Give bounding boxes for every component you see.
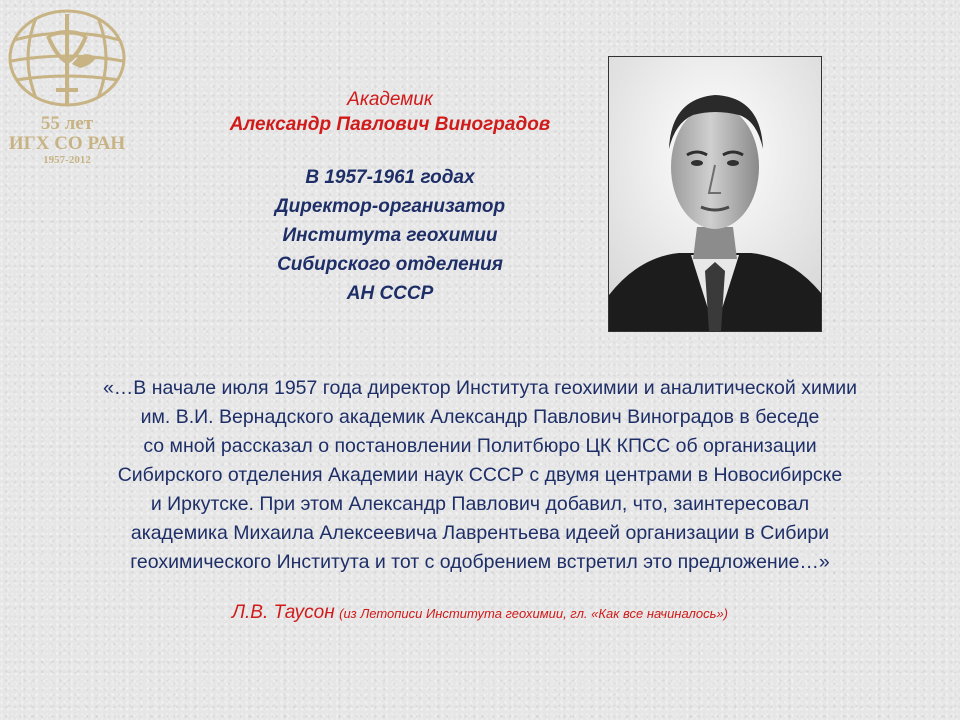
- quote-attribution: [10, 602, 950, 624]
- quote-line: со мной рассказал о постановлении Политбюро ЦК КПСС об организации: [143, 435, 817, 457]
- attribution-author: Л.В. Таусон: [231, 602, 335, 623]
- role-line: Института геохимии: [282, 225, 498, 246]
- portrait-photo: [608, 56, 822, 332]
- role-line: АН СССР: [346, 283, 434, 304]
- quote-line: и Иркутске. При этом Александр Павлович добавил, что, заинтересовал: [150, 493, 810, 515]
- role-line: Сибирского отделения: [277, 254, 503, 275]
- quote-line: им. В.И. Вернадского академик Александр Павлович Виноградов в беседе: [140, 406, 820, 428]
- logo-year-range: 1957-2012: [43, 154, 91, 166]
- quote-text: [10, 374, 950, 577]
- logo-anniversary: 55 лет: [40, 113, 94, 134]
- role-line: Директор-организатор: [274, 196, 506, 217]
- academician-header: [160, 88, 620, 308]
- institute-logo: [4, 6, 130, 172]
- quote-line: академика Михаила Алексеевича Лаврентьева идеей организации в Сибири: [130, 522, 830, 544]
- portrait-image: [609, 57, 821, 331]
- attribution-source: (из Летописи Института геохимии, гл. «Как все начиналось»): [339, 606, 729, 621]
- role-description: [160, 163, 620, 308]
- logo-org-name: ИГХ СО РАН: [8, 133, 126, 154]
- quote-line: Сибирского отделения Академии наук СССР с двумя центрами в Новосибирске: [117, 464, 843, 486]
- role-line: В 1957-1961 годах: [305, 167, 475, 188]
- academic-rank: Академик: [347, 89, 433, 110]
- person-name: Александр Павлович Виноградов: [229, 114, 551, 135]
- quote-line: «…В начале июля 1957 года директор Института геохимии и аналитической химии: [102, 377, 858, 399]
- globe-emblem-icon: [6, 6, 128, 110]
- quote-line: геохимического Института и тот с одобрением встретил это предложение…»: [130, 551, 830, 573]
